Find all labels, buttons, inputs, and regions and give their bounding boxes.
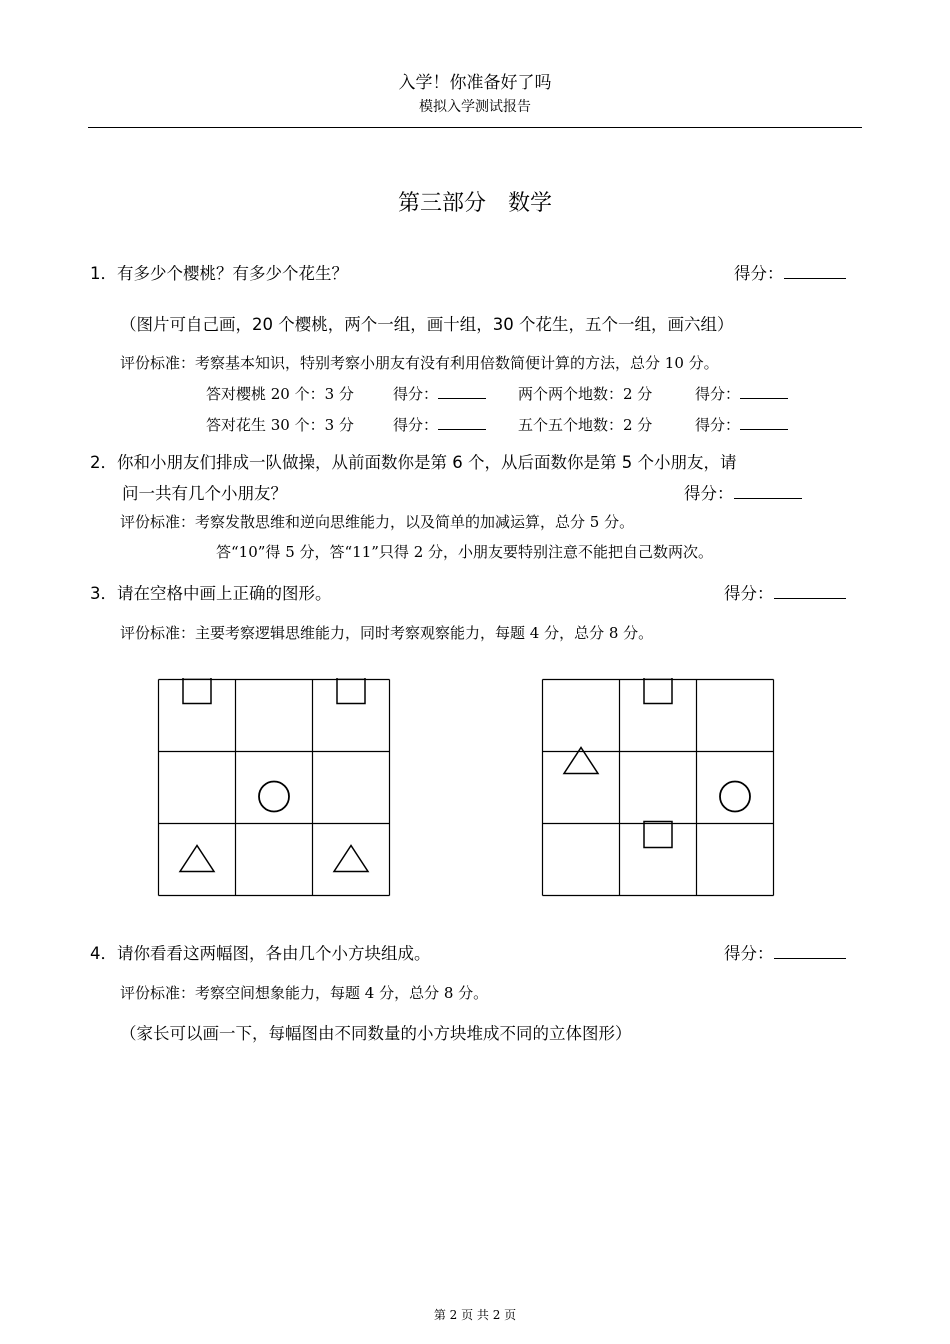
score-blank[interactable] [774, 584, 846, 599]
q1-rubric-fives: 五个五个地数：2 分 [518, 416, 653, 434]
square-shape [183, 678, 211, 704]
empty-cell[interactable] [321, 758, 381, 818]
q3-standard: 评份标准：主要考察逻辑思维能力，同时考察观察能力，每题 4 分，总分 8 分。 [120, 624, 654, 642]
document-title: 入学！你准备好了吗 [398, 73, 552, 93]
shape-grid-left [157, 678, 392, 898]
q1-rubric-peanut-score [393, 414, 486, 435]
q1-rubric-pairs: 两个两个地数：2 分 [518, 385, 653, 403]
empty-cell[interactable] [551, 686, 611, 746]
q1-standard: 评份标准：考察基本知识，特别考察小朋友有没有利用倍数简便计算的方法，总分 10 分。 [120, 354, 719, 372]
q4-score [724, 940, 846, 964]
empty-cell[interactable] [705, 830, 765, 890]
question-2-line-2: 问一共有几个小朋友？ [122, 484, 287, 503]
circle-shape [259, 782, 289, 812]
score-blank[interactable] [734, 484, 802, 499]
q1-rubric-cherry-score [393, 383, 486, 404]
q1-note: （图片可自己画，20 个樱桃，两个一组，画十组，30 个花生，五个一组，画六组） [120, 315, 734, 334]
score-blank[interactable] [438, 384, 486, 399]
empty-cell[interactable] [167, 758, 227, 818]
q1-rubric-pairs-score [695, 383, 788, 404]
page-footer: 第 2 页 共 2 页 [433, 1308, 517, 1322]
question-4: 4．请你看看这两幅图，各由几个小方块组成。 [90, 944, 431, 963]
section-title: 第三部分 数学 [397, 191, 552, 216]
q1-rubric-fives-score [695, 414, 788, 435]
empty-cell[interactable] [244, 686, 304, 746]
score-label: 得分： [695, 385, 741, 403]
shape-grid-right [541, 678, 776, 898]
score-label: 得分： [684, 484, 734, 503]
square-shape [644, 822, 672, 848]
question-3: 3．请在空格中画上正确的图形。 [90, 584, 332, 603]
score-blank[interactable] [774, 944, 846, 959]
empty-cell[interactable] [705, 686, 765, 746]
score-label: 得分： [724, 584, 774, 603]
score-label: 得分： [724, 944, 774, 963]
question-1: 1．有多少个樱桃？有多少个花生？ [90, 264, 348, 283]
score-blank[interactable] [438, 415, 486, 430]
q4-standard: 评份标准：考察空间想象能力，每题 4 分，总分 8 分。 [120, 984, 489, 1002]
score-label: 得分： [393, 416, 439, 434]
q2-standard: 评份标准：考察发散思维和逆向思维能力，以及简单的加减运算，总分 5 分。 [120, 513, 635, 531]
empty-cell[interactable] [551, 830, 611, 890]
score-blank[interactable] [784, 264, 846, 279]
q4-note: （家长可以画一下，每幅图由不同数量的小方块堆成不同的立体图形） [120, 1024, 632, 1043]
q1-rubric-cherry: 答对樱桃 20 个：3 分 [206, 385, 354, 403]
q2-answer-note: 答“10”得 5 分，答“11”只得 2 分，小朋友要特别注意不能把自己数两次。 [216, 543, 714, 561]
circle-shape [720, 782, 750, 812]
score-blank[interactable] [740, 415, 788, 430]
empty-cell[interactable] [244, 830, 304, 890]
q2-score [684, 480, 802, 504]
score-label: 得分： [734, 264, 784, 283]
score-blank[interactable] [740, 384, 788, 399]
q1-score [734, 260, 846, 284]
square-shape [337, 678, 365, 704]
header-divider [88, 127, 862, 128]
q3-score [724, 580, 846, 604]
square-shape [644, 678, 672, 704]
document-subtitle: 模拟入学测试报告 [419, 99, 531, 115]
triangle-shape [180, 846, 214, 872]
question-2-line-1: 2．你和小朋友们排成一队做操，从前面数你是第 6 个，从后面数你是第 5 个小朋友，请 [90, 453, 737, 472]
q1-rubric-peanut: 答对花生 30 个：3 分 [206, 416, 354, 434]
score-label: 得分： [393, 385, 439, 403]
score-label: 得分： [695, 416, 741, 434]
empty-cell[interactable] [628, 758, 688, 818]
triangle-shape [334, 846, 368, 872]
